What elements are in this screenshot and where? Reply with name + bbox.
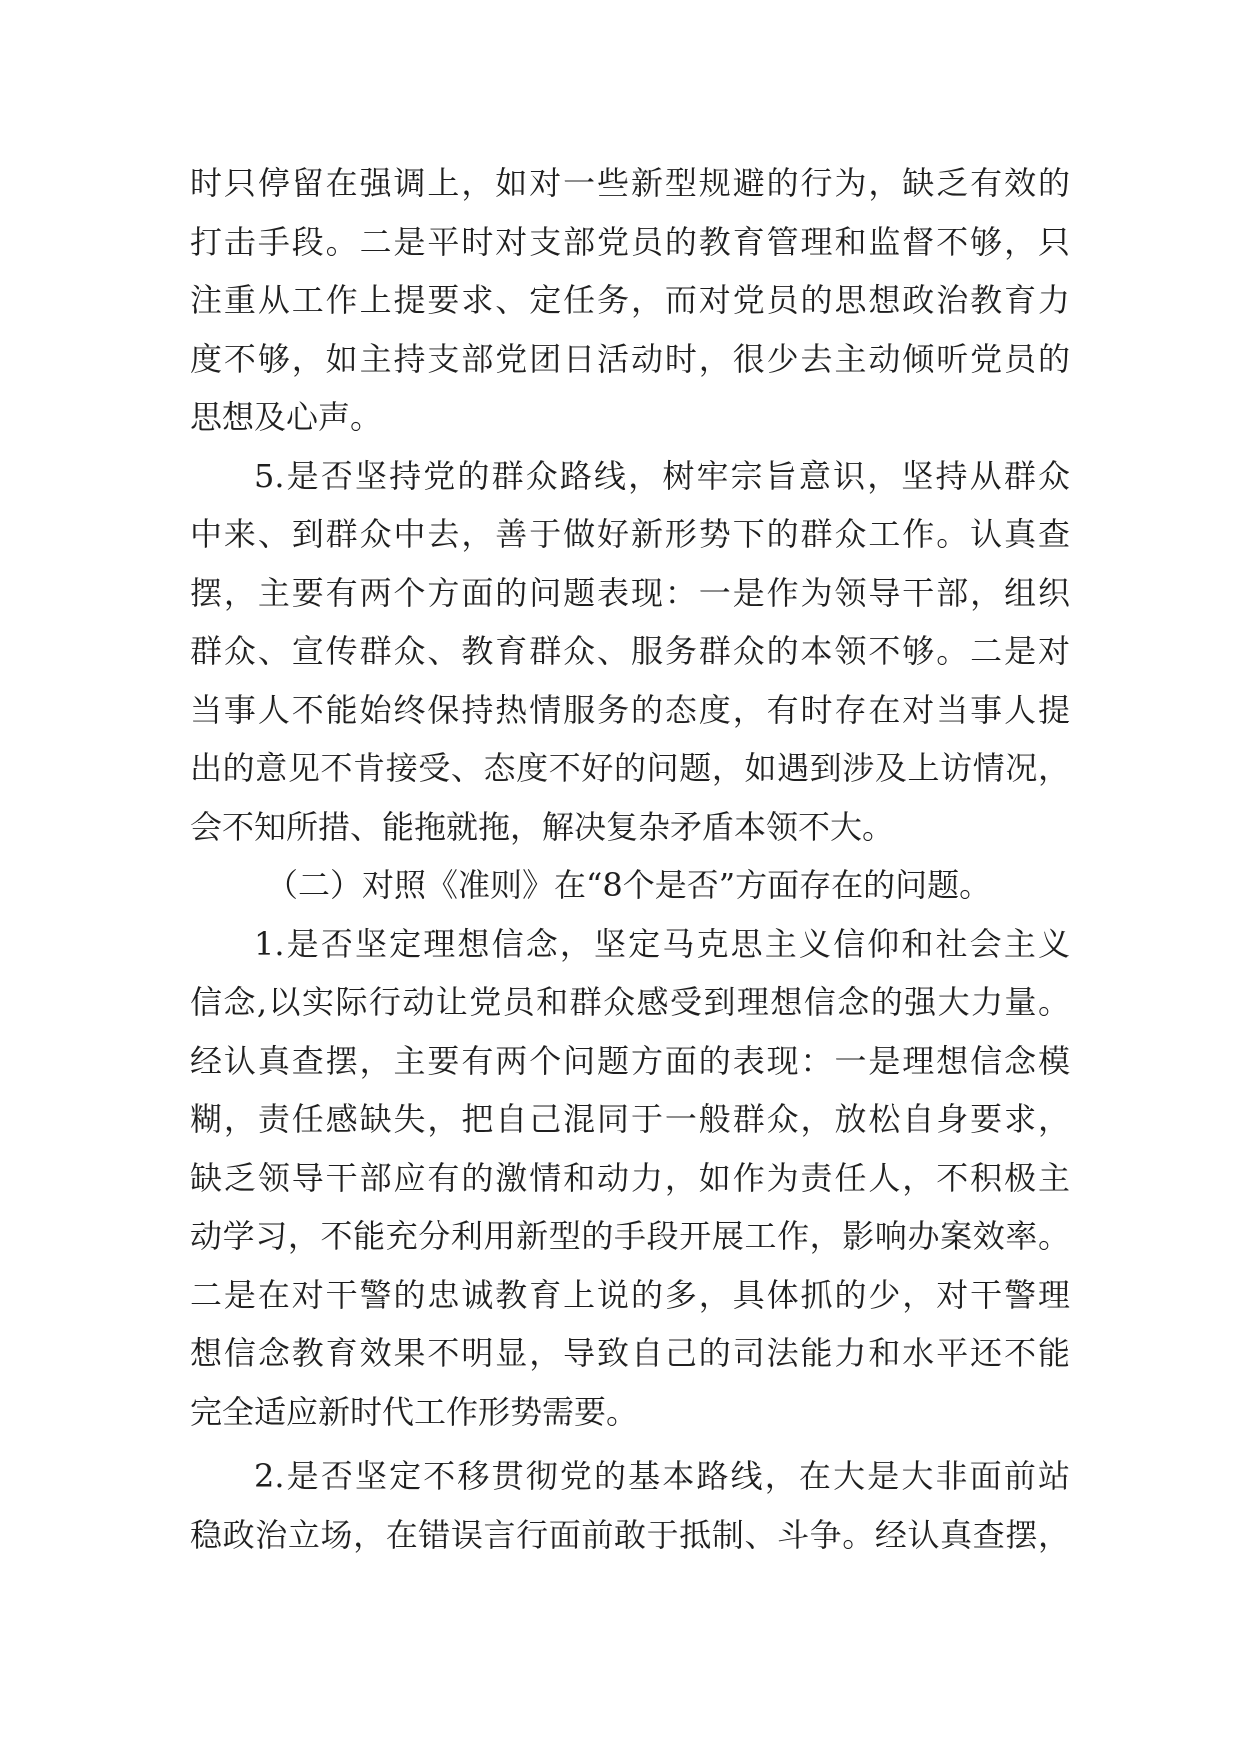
text-line: 2.是否坚定不移贯彻党的基本路线，在大是大非面前站 bbox=[254, 1457, 1070, 1495]
text-line: 信念,以实际行动让党员和群众感受到理想信念的强大力量。 bbox=[190, 983, 1070, 1021]
text-line: 会不知所措、能拖就拖，解决复杂矛盾本领不大。 bbox=[190, 807, 895, 846]
text-line: 当事人不能始终保持热情服务的态度，有时存在对当事人提 bbox=[190, 690, 1070, 729]
text-line: 经认真查摆，主要有两个问题方面的表现：一是理想信念模 bbox=[190, 1041, 1070, 1080]
text-line: 打击手段。二是平时对支部党员的教育管理和监督不够，只 bbox=[190, 222, 1070, 261]
section-heading bbox=[190, 856, 1070, 915]
text-line: 稳政治立场，在错误言行面前敢于抵制、斗争。经认真查摆， bbox=[190, 1515, 1070, 1554]
text-line: 动学习，不能充分利用新型的手段开展工作，影响办案效率。 bbox=[190, 1217, 1070, 1255]
text-line: 糊，责任感缺失，把自己混同于一般群众，放松自身要求， bbox=[190, 1100, 1070, 1138]
text-line: 二是在对干警的忠诚教育上说的多，具体抓的少，对干警理 bbox=[190, 1275, 1070, 1314]
paragraph-2 bbox=[190, 447, 1070, 857]
paragraph-3 bbox=[190, 915, 1070, 1442]
text-line: 时只停留在强调上，如对一些新型规避的行为，缺乏有效的 bbox=[190, 164, 1070, 202]
text-line: 5.是否坚持党的群众路线，树牢宗旨意识，坚持从群众 bbox=[254, 456, 1070, 495]
text-line: 想信念教育效果不明显，导致自己的司法能力和水平还不能 bbox=[190, 1334, 1070, 1372]
text-line: 度不够，如主持支部党团日活动时，很少去主动倾听党员的 bbox=[190, 339, 1070, 378]
document-body bbox=[190, 154, 1070, 1564]
text-line: 中来、到群众中去，善于做好新形势下的群众工作。认真查 bbox=[190, 515, 1070, 553]
text-line: 1.是否坚定理想信念，坚定马克思主义信仰和社会主义 bbox=[254, 924, 1070, 963]
text-line: 群众、宣传群众、教育群众、服务群众的本领不够。二是对 bbox=[190, 632, 1070, 670]
text-line: 缺乏领导干部应有的激情和动力，如作为责任人，不积极主 bbox=[190, 1158, 1070, 1197]
text-line: 注重从工作上提要求、定任务，而对党员的思想政治教育力 bbox=[190, 281, 1070, 319]
text-line: 摆，主要有两个方面的问题表现：一是作为领导干部，组织 bbox=[190, 573, 1070, 612]
heading-line: （二）对照《准则》在“8个是否”方面存在的问题。 bbox=[266, 866, 992, 904]
text-line: 思想及心声。 bbox=[190, 398, 383, 436]
paragraph-4 bbox=[190, 1447, 1070, 1564]
text-line: 出的意见不肯接受、态度不好的问题，如遇到涉及上访情况， bbox=[190, 749, 1070, 787]
text-line: 完全适应新时代工作形势需要。 bbox=[190, 1392, 639, 1431]
paragraph-1 bbox=[190, 154, 1070, 447]
